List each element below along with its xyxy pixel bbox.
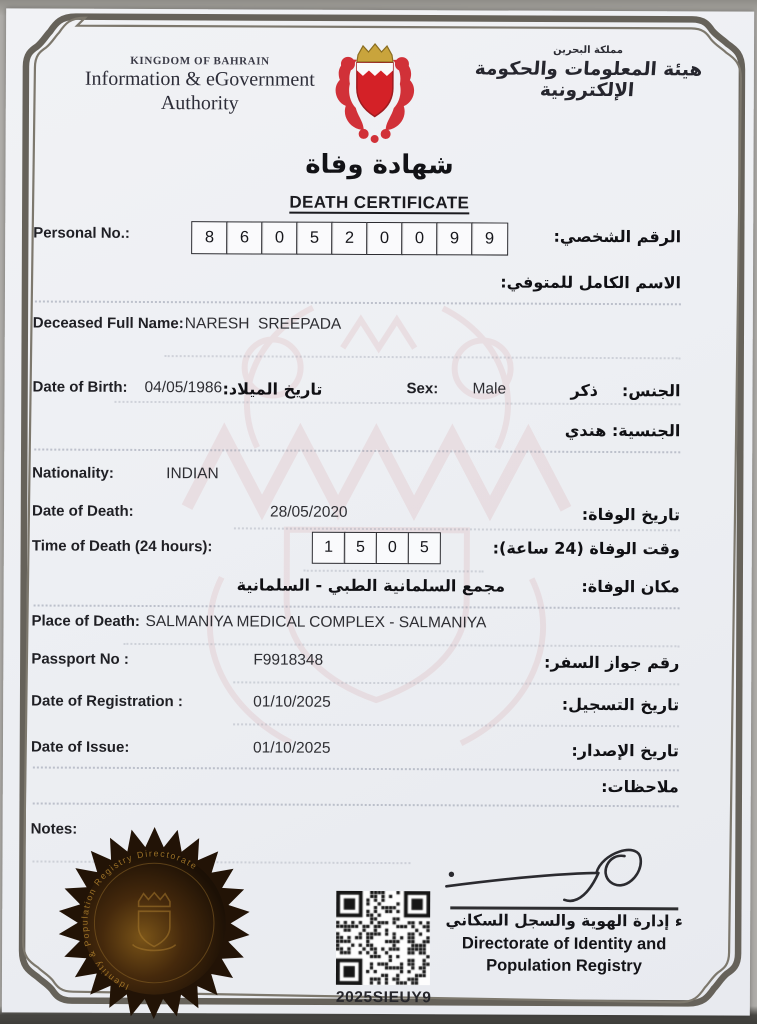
passport-no-value: F9918348 <box>253 651 324 669</box>
passport-no-label-arabic: رقم جواز السفر: <box>544 652 680 673</box>
seal-circular-text: Identity & Population Registry Directorate <box>79 848 200 993</box>
digit-box: 6 <box>226 221 263 254</box>
authority-name-line2: Authority <box>160 92 239 115</box>
passport-no-label: Passport No : <box>31 650 129 668</box>
signatory-title-arabic: ء إدارة الهوية والسجل السكاني <box>445 911 683 931</box>
authority-name-line1: Information & eGovernment <box>84 67 315 91</box>
place-of-death-value: SALMANIYA MEDICAL COMPLEX - SALMANIYA <box>145 612 487 632</box>
place-of-death-value-arabic: مجمع السلمانية الطبي - السلمانية <box>236 575 506 596</box>
place-of-death-label: Place of Death: <box>31 612 140 630</box>
digit-box: 8 <box>191 221 228 254</box>
issue-date-label-arabic: تاريخ الإصدار: <box>571 740 680 761</box>
deceased-name-value: NARESH SREEPADA <box>184 315 342 333</box>
emblem-crown <box>357 44 393 62</box>
personal-no-digit-boxes <box>191 221 508 255</box>
personal-no-label: Personal No.: <box>33 224 130 242</box>
sex-label: Sex: <box>406 380 439 398</box>
date-of-death-value: 28/05/2020 <box>269 503 348 521</box>
deceased-name-row <box>33 310 725 347</box>
kingdom-of-bahrain-arabic: مملكة البحرين <box>553 44 623 57</box>
digit-box: 5 <box>344 532 378 564</box>
issue-date-value: 01/10/2025 <box>252 739 331 757</box>
death-place-arabic-row <box>32 570 724 607</box>
bahrain-emblem-icon <box>324 38 426 144</box>
time-of-death-label: Time of Death (24 hours): <box>31 537 213 556</box>
signatory-mark: ء <box>674 912 683 931</box>
full-name-label-arabic: الاسم الكامل للمتوفي: <box>500 272 682 293</box>
personal-no-label-arabic: الرقم الشخصي: <box>553 226 682 247</box>
nationality-row <box>32 460 724 497</box>
qr-code <box>336 891 430 990</box>
digit-box: 9 <box>436 222 473 255</box>
passport-row <box>31 646 723 683</box>
date-of-birth-label-arabic: تاريخ الميلاد: <box>222 379 323 399</box>
place-of-death-label-arabic: مكان الوفاة: <box>581 576 680 597</box>
date-of-death-label-arabic: تاريخ الوفاة: <box>581 504 681 525</box>
registration-date-value: 01/10/2025 <box>253 693 331 711</box>
authority-name-arabic: هيئة المعلومات والحكومة الإلكترونية <box>474 58 704 102</box>
header-arabic <box>434 44 742 101</box>
digit-box: 9 <box>471 222 508 255</box>
nationality-line-arabic: الجنسية: هندي <box>564 420 681 441</box>
header-english <box>44 55 356 116</box>
registration-date-label: Date of Registration : <box>31 692 183 711</box>
notes-label-arabic: ملاحظات: <box>601 776 679 797</box>
date-of-birth-label: Date of Birth: <box>32 378 128 396</box>
death-place-row <box>31 608 723 645</box>
issue-date-label: Date of Issue: <box>30 738 130 756</box>
sex-value-arabic: ذكر <box>570 380 599 400</box>
digit-box: 0 <box>376 532 410 564</box>
digit-box: 5 <box>296 222 333 255</box>
time-of-death-digit-boxes <box>312 532 441 565</box>
personal-no-row <box>33 220 725 257</box>
certificate-title-arabic: شهادة وفاة <box>305 149 454 181</box>
sex-value: Male <box>472 380 507 398</box>
death-time-row <box>32 530 724 567</box>
certificate-paper <box>2 8 754 1015</box>
kingdom-of-bahrain-text: KINGDOM OF BAHRAIN <box>130 54 270 68</box>
date-of-death-label: Date of Death: <box>31 502 134 520</box>
nationality-label: Nationality: <box>32 464 114 482</box>
time-of-death-label-arabic: وقت الوفاة (24 ساعة): <box>492 538 680 559</box>
sex-label-arabic: الجنس: <box>621 381 681 401</box>
digit-box: 2 <box>331 222 368 255</box>
notes-label: Notes: <box>30 820 78 838</box>
digit-box: 0 <box>401 222 438 255</box>
digit-box: 1 <box>312 532 346 564</box>
registration-date-label-arabic: تاريخ التسجيل: <box>561 694 680 715</box>
birth-sex-row <box>32 374 724 411</box>
signatory-block <box>438 911 690 978</box>
digit-box: 5 <box>407 532 441 564</box>
registration-row <box>31 688 723 725</box>
deceased-name-label: Deceased Full Name: <box>32 314 184 333</box>
qr-caption: 2025SIEUY9 <box>335 988 432 1007</box>
nationality-value: INDIAN <box>166 465 219 483</box>
full-name-arabic-row <box>33 266 725 303</box>
nationality-arabic-row <box>32 414 724 451</box>
signatory-title-english: Directorate of Identity and Population Registry <box>461 934 667 976</box>
digit-box: 0 <box>366 222 403 255</box>
signature <box>438 842 690 913</box>
official-seal-icon <box>56 825 253 1022</box>
certificate-title-english: DEATH CERTIFICATE <box>289 192 470 213</box>
date-of-birth-value: 04/05/1986 <box>144 378 223 397</box>
digit-box: 0 <box>261 221 298 254</box>
